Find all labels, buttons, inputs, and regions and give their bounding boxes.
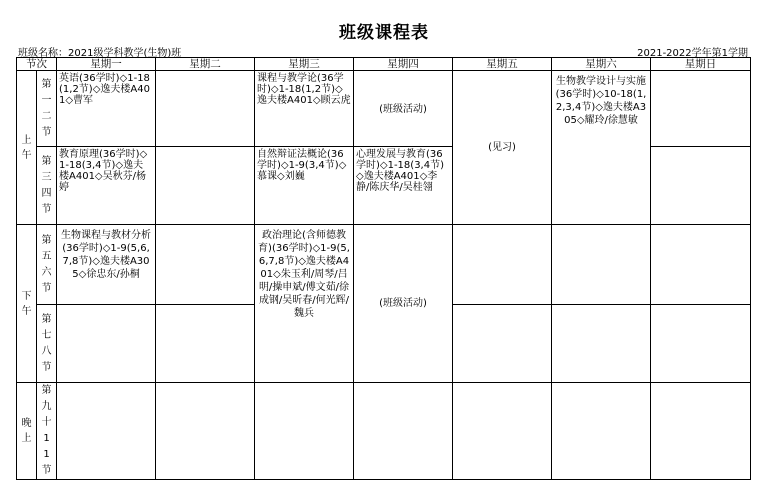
course-cell-mon-56: 生物课程与教材分析(36学时)◇1-9(5,6,7,8节)◇逸夫楼A305◇徐忠东/孙桐 <box>57 225 156 305</box>
period-column-header: 节次 <box>17 58 57 71</box>
day-header-tue: 星期二 <box>156 58 255 71</box>
term-label: 2021-2022学年第1学期 <box>637 48 748 59</box>
period-label-9-11: 第九十11节 <box>37 383 57 480</box>
section-morning: 上午 <box>17 71 37 225</box>
day-header-sat: 星期六 <box>552 58 651 71</box>
period-label-1-2: 第一二节 <box>37 71 57 147</box>
activity-cell-thu-12: (班级活动) <box>354 71 453 147</box>
empty-cell <box>552 305 651 383</box>
table-row <box>17 71 751 147</box>
day-header-thu: 星期四 <box>354 58 453 71</box>
empty-cell <box>255 383 354 480</box>
class-name: 班级名称：2021级学科教学(生物)班 <box>18 48 182 59</box>
empty-cell <box>453 225 552 305</box>
empty-cell <box>57 305 156 383</box>
period-label-5-6: 第五六节 <box>37 225 57 305</box>
empty-cell <box>156 305 255 383</box>
course-cell-mon-34: 教育原理(36学时)◇1-18(3,4节)◇逸夫楼A401◇吴秋芬/杨婷 <box>57 147 156 225</box>
course-cell-sat-am: 生物教学设计与实施(36学时)◇10-18(1,2,3,4节)◇逸夫楼A305◇耀玲/徐慧敏 <box>552 71 651 225</box>
day-header-sun: 星期日 <box>651 58 751 71</box>
activity-cell-thu-pm: (班级活动) <box>354 225 453 383</box>
empty-cell <box>453 383 552 480</box>
empty-cell <box>651 305 751 383</box>
empty-cell <box>552 225 651 305</box>
empty-cell <box>57 383 156 480</box>
empty-cell <box>651 225 751 305</box>
course-cell-mon-12: 英语(36学时)◇1-18(1,2节)◇逸夫楼A401◇曹军 <box>57 71 156 147</box>
schedule-table <box>16 57 751 480</box>
empty-cell <box>453 305 552 383</box>
header-row <box>17 58 751 71</box>
table-row <box>17 225 751 305</box>
course-cell-wed-34: 自然辩证法概论(36学时)◇1-9(3,4节)◇慕课◇刘巍 <box>255 147 354 225</box>
period-label-7-8: 第七八节 <box>37 305 57 383</box>
empty-cell <box>651 383 751 480</box>
empty-cell <box>156 383 255 480</box>
empty-cell <box>651 147 751 225</box>
page-title: 班级课程表 <box>339 23 429 43</box>
day-header-fri: 星期五 <box>453 58 552 71</box>
practicum-cell-fri: (见习) <box>453 71 552 225</box>
table-row <box>17 383 751 480</box>
day-header-wed: 星期三 <box>255 58 354 71</box>
empty-cell <box>552 383 651 480</box>
day-header-mon: 星期一 <box>57 58 156 71</box>
empty-cell <box>651 71 751 147</box>
empty-cell <box>156 71 255 147</box>
empty-cell <box>156 225 255 305</box>
empty-cell <box>354 383 453 480</box>
course-cell-wed-pm: 政治理论(含师德教育)(36学时)◇1-9(5,6,7,8节)◇逸夫楼A401◇朱玉利/周琴/吕明/操申斌/傅文茹/徐成钢/吴昕春/何光辉/魏兵 <box>255 225 354 383</box>
course-cell-thu-34: 心理发展与教育(36学时)◇1-18(3,4节)◇逸夫楼A401◇李静/陈庆华/吴桂翎 <box>354 147 453 225</box>
section-afternoon: 下午 <box>17 225 37 383</box>
empty-cell <box>156 147 255 225</box>
period-label-3-4: 第三四节 <box>37 147 57 225</box>
section-evening: 晚上 <box>17 383 37 480</box>
course-cell-wed-12: 课程与教学论(36学时)◇1-18(1,2节)◇逸夫楼A401◇顾云虎 <box>255 71 354 147</box>
